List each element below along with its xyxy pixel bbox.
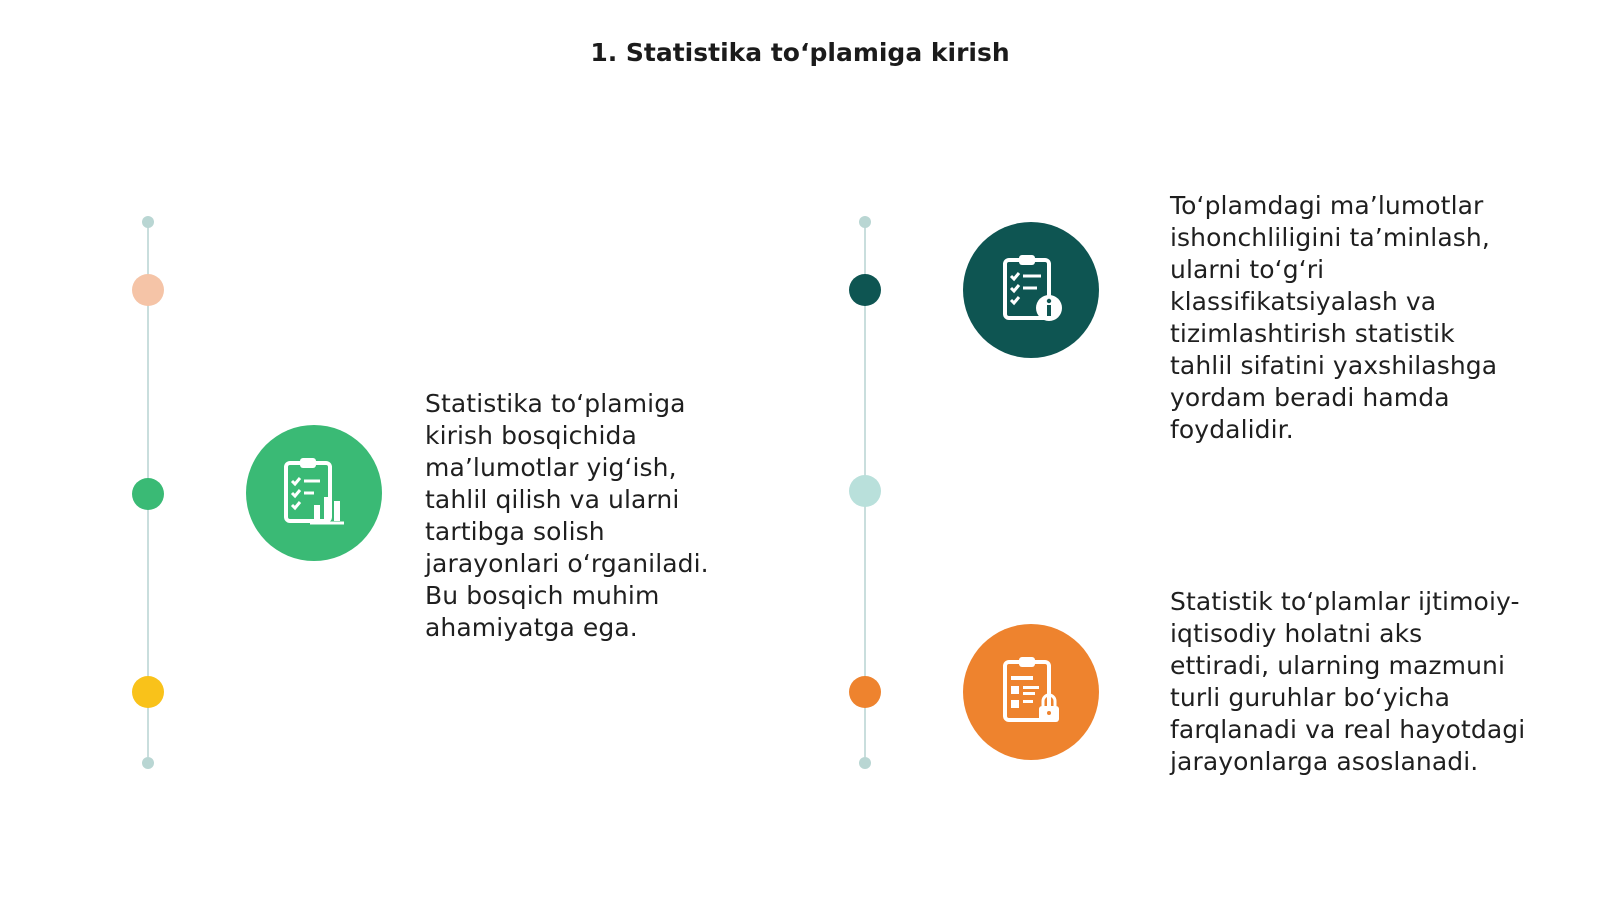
right-timeline-start-dot bbox=[859, 216, 871, 228]
left-node-yellow bbox=[132, 676, 164, 708]
item-3-badge bbox=[963, 624, 1099, 760]
right-node-orange bbox=[849, 676, 881, 708]
left-node-green bbox=[132, 478, 164, 510]
right-timeline-end-dot bbox=[859, 757, 871, 769]
left-timeline-start-dot bbox=[142, 216, 154, 228]
clipboard-chart-icon bbox=[274, 453, 354, 533]
page-title: 1. Statistika to‘plamiga kirish bbox=[590, 38, 1010, 67]
item-2-text: To‘plamdagi ma’lumotlar ishonchliligini ta’minlash, ularni to‘g‘ri klassifikatsiyalash va tizimlashtirish statistik tahlil sifatini yaxshilashga yordam beradi hamda foydalidir. bbox=[1170, 191, 1498, 444]
item-2-badge bbox=[963, 222, 1099, 358]
right-node-light-teal bbox=[849, 475, 881, 507]
left-timeline-end-dot bbox=[142, 757, 154, 769]
item-3-text: Statistik to‘plamlar ijtimoiy- iqtisodiy holatni aks ettiradi, ularning mazmuni turli guruhlar bo‘yicha farqlanadi va real hayotdagi jarayonlarga asoslanadi. bbox=[1170, 587, 1526, 776]
right-node-dark-teal bbox=[849, 274, 881, 306]
item-1-badge bbox=[246, 425, 382, 561]
clipboard-lock-icon bbox=[991, 652, 1071, 732]
item-1-text: Statistika to‘plamiga kirish bosqichida ma’lumotlar yig‘ish, tahlil qilish va ularni tartibga solish jarayonlari o‘rganiladi. Bu bosqich muhim ahamiyatga ega. bbox=[425, 389, 709, 642]
clipboard-info-icon bbox=[991, 250, 1071, 330]
left-node-peach bbox=[132, 274, 164, 306]
